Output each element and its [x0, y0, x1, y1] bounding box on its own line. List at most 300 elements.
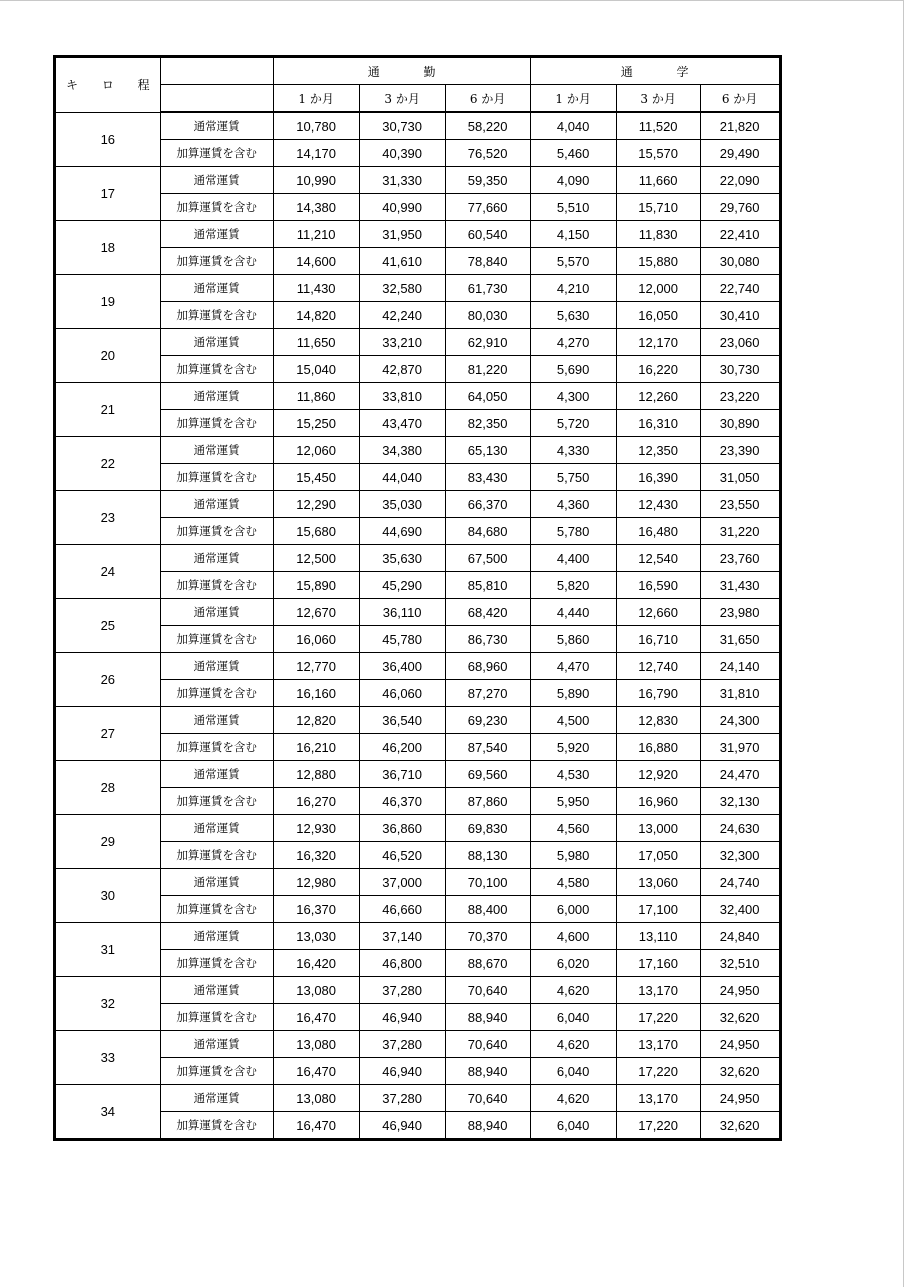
fare-normal-school-3m: 11,660	[616, 167, 700, 194]
fare-normal-school-6m: 24,950	[700, 977, 780, 1004]
table-row	[55, 842, 781, 869]
fare-normal-commute-3m: 36,400	[359, 653, 445, 680]
table-row	[55, 1004, 781, 1031]
fare-surcharge-commute-6m: 87,540	[445, 734, 530, 761]
fare-surcharge-commute-6m: 81,220	[445, 356, 530, 383]
fare-normal-school-3m: 13,060	[616, 869, 700, 896]
fare-surcharge-commute-6m: 87,860	[445, 788, 530, 815]
row-type-surcharge: 加算運賃を含む	[160, 626, 273, 653]
fare-surcharge-school-6m: 30,730	[700, 356, 780, 383]
fare-surcharge-commute-3m: 45,290	[359, 572, 445, 599]
commute-header: 通 勤	[273, 57, 530, 85]
row-type-surcharge: 加算運賃を含む	[160, 1004, 273, 1031]
fare-normal-school-6m: 23,760	[700, 545, 780, 572]
fare-surcharge-commute-6m: 88,400	[445, 896, 530, 923]
fare-normal-school-3m: 11,520	[616, 112, 700, 140]
fare-surcharge-school-6m: 32,620	[700, 1112, 780, 1140]
fare-surcharge-school-6m: 32,400	[700, 896, 780, 923]
fare-surcharge-commute-6m: 86,730	[445, 626, 530, 653]
fare-surcharge-school-3m: 17,100	[616, 896, 700, 923]
fare-surcharge-commute-6m: 88,670	[445, 950, 530, 977]
fare-surcharge-school-6m: 29,760	[700, 194, 780, 221]
fare-normal-commute-3m: 37,280	[359, 1085, 445, 1112]
table-row	[55, 680, 781, 707]
fare-surcharge-commute-3m: 46,660	[359, 896, 445, 923]
row-type-surcharge: 加算運賃を含む	[160, 194, 273, 221]
fare-surcharge-commute-6m: 88,940	[445, 1004, 530, 1031]
row-type-surcharge: 加算運賃を含む	[160, 410, 273, 437]
school-header: 通 学	[530, 57, 780, 85]
row-type-surcharge: 加算運賃を含む	[160, 1058, 273, 1085]
km-value: 18	[55, 221, 161, 275]
fare-surcharge-commute-3m: 46,940	[359, 1058, 445, 1085]
fare-normal-commute-6m: 61,730	[445, 275, 530, 302]
km-value: 31	[55, 923, 161, 977]
fare-surcharge-school-3m: 16,590	[616, 572, 700, 599]
row-type-surcharge: 加算運賃を含む	[160, 680, 273, 707]
fare-normal-commute-3m: 37,280	[359, 977, 445, 1004]
fare-normal-commute-3m: 36,110	[359, 599, 445, 626]
fare-surcharge-commute-3m: 43,470	[359, 410, 445, 437]
header-row-periods	[55, 85, 781, 113]
table-row	[55, 707, 781, 734]
km-value: 33	[55, 1031, 161, 1085]
table-row	[55, 1112, 781, 1140]
fare-normal-school-6m: 22,740	[700, 275, 780, 302]
fare-surcharge-commute-1m: 16,470	[273, 1058, 359, 1085]
fare-normal-school-3m: 12,830	[616, 707, 700, 734]
fare-surcharge-commute-1m: 16,470	[273, 1004, 359, 1031]
fare-normal-commute-6m: 67,500	[445, 545, 530, 572]
table-row	[55, 167, 781, 194]
fare-surcharge-commute-1m: 16,370	[273, 896, 359, 923]
fare-surcharge-commute-6m: 78,840	[445, 248, 530, 275]
fare-surcharge-school-1m: 6,040	[530, 1112, 616, 1140]
fare-normal-school-1m: 4,300	[530, 383, 616, 410]
km-value: 25	[55, 599, 161, 653]
fare-surcharge-school-1m: 5,820	[530, 572, 616, 599]
table-row	[55, 869, 781, 896]
fare-surcharge-commute-3m: 44,040	[359, 464, 445, 491]
fare-surcharge-commute-6m: 76,520	[445, 140, 530, 167]
fare-surcharge-commute-3m: 46,200	[359, 734, 445, 761]
fare-surcharge-school-3m: 16,790	[616, 680, 700, 707]
km-header: キ ロ 程	[55, 57, 161, 113]
row-type-surcharge: 加算運賃を含む	[160, 356, 273, 383]
fare-surcharge-commute-1m: 15,040	[273, 356, 359, 383]
fare-surcharge-school-6m: 31,050	[700, 464, 780, 491]
fare-surcharge-commute-1m: 15,680	[273, 518, 359, 545]
fare-normal-school-3m: 12,660	[616, 599, 700, 626]
table-row	[55, 112, 781, 140]
period-commute-6m: 6 か月	[445, 85, 530, 113]
table-row	[55, 275, 781, 302]
fare-normal-commute-6m: 70,370	[445, 923, 530, 950]
fare-normal-school-3m: 13,110	[616, 923, 700, 950]
row-type-surcharge: 加算運賃を含む	[160, 788, 273, 815]
fare-surcharge-commute-1m: 16,210	[273, 734, 359, 761]
table-row	[55, 923, 781, 950]
fare-normal-school-6m: 21,820	[700, 112, 780, 140]
row-type-surcharge: 加算運賃を含む	[160, 464, 273, 491]
row-type-normal: 通常運賃	[160, 1085, 273, 1112]
fare-normal-commute-1m: 13,030	[273, 923, 359, 950]
row-type-normal: 通常運賃	[160, 329, 273, 356]
km-value: 34	[55, 1085, 161, 1140]
fare-surcharge-school-6m: 31,970	[700, 734, 780, 761]
fare-normal-school-1m: 4,620	[530, 977, 616, 1004]
table-row	[55, 410, 781, 437]
fare-surcharge-commute-6m: 87,270	[445, 680, 530, 707]
fare-surcharge-school-6m: 32,510	[700, 950, 780, 977]
fare-normal-school-3m: 12,170	[616, 329, 700, 356]
fare-surcharge-school-3m: 15,880	[616, 248, 700, 275]
fare-normal-school-3m: 12,000	[616, 275, 700, 302]
km-value: 19	[55, 275, 161, 329]
fare-surcharge-school-6m: 32,300	[700, 842, 780, 869]
fare-normal-school-3m: 12,260	[616, 383, 700, 410]
type-header-blank-bottom	[160, 85, 273, 113]
fare-normal-commute-1m: 13,080	[273, 977, 359, 1004]
fare-surcharge-commute-1m: 15,890	[273, 572, 359, 599]
fare-normal-commute-3m: 36,860	[359, 815, 445, 842]
km-value: 21	[55, 383, 161, 437]
fare-normal-school-6m: 24,300	[700, 707, 780, 734]
fare-normal-commute-1m: 12,290	[273, 491, 359, 518]
fare-normal-commute-1m: 11,210	[273, 221, 359, 248]
fare-surcharge-commute-1m: 16,420	[273, 950, 359, 977]
fare-surcharge-school-1m: 5,690	[530, 356, 616, 383]
row-type-normal: 通常運賃	[160, 707, 273, 734]
km-value: 32	[55, 977, 161, 1031]
table-row	[55, 1058, 781, 1085]
fare-surcharge-commute-3m: 42,870	[359, 356, 445, 383]
fare-surcharge-commute-1m: 16,060	[273, 626, 359, 653]
table-row	[55, 140, 781, 167]
fare-normal-commute-1m: 12,930	[273, 815, 359, 842]
fare-surcharge-commute-1m: 14,380	[273, 194, 359, 221]
fare-normal-commute-3m: 31,330	[359, 167, 445, 194]
fare-surcharge-school-1m: 5,720	[530, 410, 616, 437]
fare-normal-school-3m: 13,170	[616, 1085, 700, 1112]
fare-normal-school-6m: 24,950	[700, 1031, 780, 1058]
fare-surcharge-school-6m: 29,490	[700, 140, 780, 167]
fare-surcharge-school-3m: 15,570	[616, 140, 700, 167]
fare-normal-commute-3m: 32,580	[359, 275, 445, 302]
fare-surcharge-commute-1m: 15,450	[273, 464, 359, 491]
fare-surcharge-commute-3m: 46,800	[359, 950, 445, 977]
fare-surcharge-school-1m: 5,510	[530, 194, 616, 221]
table-row	[55, 977, 781, 1004]
table-row	[55, 788, 781, 815]
km-value: 24	[55, 545, 161, 599]
fare-normal-commute-3m: 37,140	[359, 923, 445, 950]
fare-surcharge-commute-3m: 45,780	[359, 626, 445, 653]
fare-surcharge-school-3m: 16,710	[616, 626, 700, 653]
fare-surcharge-school-3m: 17,160	[616, 950, 700, 977]
fare-surcharge-commute-6m: 88,130	[445, 842, 530, 869]
km-value: 20	[55, 329, 161, 383]
table-row	[55, 599, 781, 626]
fare-normal-school-6m: 24,950	[700, 1085, 780, 1112]
row-type-normal: 通常運賃	[160, 383, 273, 410]
fare-surcharge-commute-1m: 16,160	[273, 680, 359, 707]
row-type-surcharge: 加算運賃を含む	[160, 248, 273, 275]
fare-normal-commute-6m: 69,830	[445, 815, 530, 842]
fare-normal-commute-6m: 62,910	[445, 329, 530, 356]
row-type-normal: 通常運賃	[160, 545, 273, 572]
fare-normal-school-6m: 22,410	[700, 221, 780, 248]
fare-normal-school-3m: 12,350	[616, 437, 700, 464]
fare-surcharge-school-3m: 17,220	[616, 1112, 700, 1140]
fare-normal-commute-1m: 13,080	[273, 1031, 359, 1058]
fare-surcharge-school-6m: 31,430	[700, 572, 780, 599]
fare-normal-school-1m: 4,530	[530, 761, 616, 788]
period-school-6m: 6 か月	[700, 85, 780, 113]
fare-surcharge-school-6m: 32,620	[700, 1004, 780, 1031]
fare-normal-school-6m: 22,090	[700, 167, 780, 194]
fare-normal-commute-6m: 64,050	[445, 383, 530, 410]
fare-normal-school-1m: 4,150	[530, 221, 616, 248]
fare-normal-school-3m: 12,540	[616, 545, 700, 572]
fare-normal-school-6m: 23,550	[700, 491, 780, 518]
fare-surcharge-commute-6m: 84,680	[445, 518, 530, 545]
fare-surcharge-commute-1m: 15,250	[273, 410, 359, 437]
fare-normal-commute-6m: 66,370	[445, 491, 530, 518]
table-row	[55, 356, 781, 383]
fare-surcharge-commute-1m: 14,170	[273, 140, 359, 167]
table-row	[55, 1031, 781, 1058]
fare-surcharge-commute-6m: 80,030	[445, 302, 530, 329]
fare-normal-commute-6m: 70,640	[445, 977, 530, 1004]
fare-normal-school-1m: 4,400	[530, 545, 616, 572]
fare-surcharge-school-6m: 31,220	[700, 518, 780, 545]
fare-surcharge-commute-1m: 14,820	[273, 302, 359, 329]
fare-surcharge-commute-3m: 46,060	[359, 680, 445, 707]
row-type-surcharge: 加算運賃を含む	[160, 950, 273, 977]
fare-surcharge-commute-6m: 88,940	[445, 1058, 530, 1085]
fare-surcharge-commute-1m: 16,470	[273, 1112, 359, 1140]
fare-normal-school-6m: 23,220	[700, 383, 780, 410]
row-type-normal: 通常運賃	[160, 112, 273, 140]
table-row	[55, 1085, 781, 1112]
fare-surcharge-commute-3m: 40,390	[359, 140, 445, 167]
fare-surcharge-commute-1m: 16,270	[273, 788, 359, 815]
row-type-normal: 通常運賃	[160, 221, 273, 248]
row-type-surcharge: 加算運賃を含む	[160, 734, 273, 761]
period-school-1m: 1 か月	[530, 85, 616, 113]
fare-normal-commute-6m: 68,960	[445, 653, 530, 680]
row-type-surcharge: 加算運賃を含む	[160, 1112, 273, 1140]
fare-normal-school-3m: 12,920	[616, 761, 700, 788]
fare-surcharge-school-1m: 5,980	[530, 842, 616, 869]
fare-normal-school-1m: 4,600	[530, 923, 616, 950]
table-row	[55, 248, 781, 275]
fare-normal-school-6m: 24,140	[700, 653, 780, 680]
fare-normal-school-6m: 24,740	[700, 869, 780, 896]
fare-surcharge-commute-6m: 85,810	[445, 572, 530, 599]
fare-normal-school-1m: 4,470	[530, 653, 616, 680]
row-type-normal: 通常運賃	[160, 167, 273, 194]
fare-normal-commute-1m: 12,980	[273, 869, 359, 896]
table-row	[55, 194, 781, 221]
fare-normal-commute-6m: 59,350	[445, 167, 530, 194]
fare-normal-school-1m: 4,500	[530, 707, 616, 734]
fare-surcharge-school-3m: 17,220	[616, 1004, 700, 1031]
fare-normal-school-1m: 4,620	[530, 1031, 616, 1058]
fare-surcharge-school-1m: 5,630	[530, 302, 616, 329]
fare-surcharge-school-6m: 31,650	[700, 626, 780, 653]
fare-surcharge-school-6m: 30,410	[700, 302, 780, 329]
fare-normal-commute-1m: 12,820	[273, 707, 359, 734]
page-right-edge	[903, 0, 904, 1287]
fare-normal-commute-1m: 12,880	[273, 761, 359, 788]
km-value: 23	[55, 491, 161, 545]
row-type-normal: 通常運賃	[160, 761, 273, 788]
km-value: 30	[55, 869, 161, 923]
km-value: 28	[55, 761, 161, 815]
fare-surcharge-school-1m: 6,020	[530, 950, 616, 977]
fare-surcharge-school-1m: 6,040	[530, 1004, 616, 1031]
fare-normal-school-1m: 4,580	[530, 869, 616, 896]
row-type-normal: 通常運賃	[160, 977, 273, 1004]
row-type-normal: 通常運賃	[160, 653, 273, 680]
fare-surcharge-commute-6m: 88,940	[445, 1112, 530, 1140]
fare-normal-school-1m: 4,360	[530, 491, 616, 518]
table-row	[55, 896, 781, 923]
fare-surcharge-school-1m: 5,750	[530, 464, 616, 491]
fare-normal-commute-1m: 10,990	[273, 167, 359, 194]
fare-surcharge-school-1m: 5,460	[530, 140, 616, 167]
row-type-normal: 通常運賃	[160, 599, 273, 626]
fare-surcharge-school-3m: 17,050	[616, 842, 700, 869]
fare-normal-school-6m: 23,390	[700, 437, 780, 464]
fare-surcharge-school-6m: 30,080	[700, 248, 780, 275]
km-value: 22	[55, 437, 161, 491]
fare-surcharge-commute-3m: 42,240	[359, 302, 445, 329]
km-value: 29	[55, 815, 161, 869]
km-value: 26	[55, 653, 161, 707]
km-value: 27	[55, 707, 161, 761]
fare-normal-school-3m: 13,170	[616, 977, 700, 1004]
fare-normal-commute-3m: 36,540	[359, 707, 445, 734]
fare-normal-commute-1m: 12,500	[273, 545, 359, 572]
km-value: 17	[55, 167, 161, 221]
row-type-normal: 通常運賃	[160, 869, 273, 896]
table-row	[55, 491, 781, 518]
fare-normal-commute-6m: 60,540	[445, 221, 530, 248]
fare-normal-commute-6m: 65,130	[445, 437, 530, 464]
fare-normal-commute-3m: 37,000	[359, 869, 445, 896]
fare-normal-commute-3m: 30,730	[359, 112, 445, 140]
fare-normal-commute-6m: 69,230	[445, 707, 530, 734]
fare-normal-commute-6m: 70,640	[445, 1031, 530, 1058]
fare-normal-school-1m: 4,560	[530, 815, 616, 842]
page-top-edge	[0, 0, 904, 1]
header-row-top	[55, 57, 781, 85]
row-type-normal: 通常運賃	[160, 275, 273, 302]
fare-surcharge-commute-6m: 83,430	[445, 464, 530, 491]
fare-surcharge-school-1m: 5,780	[530, 518, 616, 545]
table-row	[55, 329, 781, 356]
fare-normal-commute-1m: 11,650	[273, 329, 359, 356]
row-type-normal: 通常運賃	[160, 491, 273, 518]
fare-normal-commute-6m: 70,100	[445, 869, 530, 896]
fare-normal-school-6m: 24,840	[700, 923, 780, 950]
fare-normal-commute-3m: 35,630	[359, 545, 445, 572]
row-type-normal: 通常運賃	[160, 1031, 273, 1058]
row-type-surcharge: 加算運賃を含む	[160, 896, 273, 923]
fare-normal-commute-1m: 11,860	[273, 383, 359, 410]
fare-surcharge-commute-6m: 82,350	[445, 410, 530, 437]
fare-surcharge-commute-3m: 46,940	[359, 1004, 445, 1031]
fare-table	[53, 55, 782, 1141]
row-type-surcharge: 加算運賃を含む	[160, 140, 273, 167]
fare-normal-commute-1m: 12,670	[273, 599, 359, 626]
row-type-normal: 通常運賃	[160, 923, 273, 950]
fare-surcharge-school-3m: 16,310	[616, 410, 700, 437]
fare-normal-commute-1m: 13,080	[273, 1085, 359, 1112]
fare-surcharge-school-3m: 16,480	[616, 518, 700, 545]
table-row	[55, 464, 781, 491]
row-type-normal: 通常運賃	[160, 815, 273, 842]
fare-normal-commute-1m: 11,430	[273, 275, 359, 302]
table-row	[55, 626, 781, 653]
fare-surcharge-school-1m: 5,570	[530, 248, 616, 275]
table-row	[55, 545, 781, 572]
row-type-surcharge: 加算運賃を含む	[160, 302, 273, 329]
table-row	[55, 653, 781, 680]
table-row	[55, 572, 781, 599]
fare-normal-school-1m: 4,210	[530, 275, 616, 302]
fare-surcharge-school-6m: 31,810	[700, 680, 780, 707]
fare-normal-commute-6m: 58,220	[445, 112, 530, 140]
fare-surcharge-school-1m: 6,040	[530, 1058, 616, 1085]
fare-surcharge-commute-3m: 40,990	[359, 194, 445, 221]
period-commute-1m: 1 か月	[273, 85, 359, 113]
table-row	[55, 302, 781, 329]
period-school-3m: 3 か月	[616, 85, 700, 113]
fare-normal-commute-1m: 10,780	[273, 112, 359, 140]
fare-normal-school-3m: 13,170	[616, 1031, 700, 1058]
fare-normal-school-1m: 4,040	[530, 112, 616, 140]
fare-surcharge-school-1m: 5,890	[530, 680, 616, 707]
fare-surcharge-commute-6m: 77,660	[445, 194, 530, 221]
fare-normal-school-3m: 13,000	[616, 815, 700, 842]
fare-normal-commute-6m: 70,640	[445, 1085, 530, 1112]
fare-normal-commute-3m: 35,030	[359, 491, 445, 518]
fare-normal-school-6m: 23,980	[700, 599, 780, 626]
fare-surcharge-school-3m: 16,050	[616, 302, 700, 329]
table-row	[55, 815, 781, 842]
fare-normal-school-6m: 24,470	[700, 761, 780, 788]
fare-table-body	[55, 57, 781, 1140]
fare-surcharge-commute-3m: 44,690	[359, 518, 445, 545]
fare-surcharge-commute-1m: 16,320	[273, 842, 359, 869]
table-row	[55, 437, 781, 464]
period-commute-3m: 3 か月	[359, 85, 445, 113]
fare-normal-commute-6m: 68,420	[445, 599, 530, 626]
fare-surcharge-commute-3m: 46,370	[359, 788, 445, 815]
fare-normal-commute-3m: 33,810	[359, 383, 445, 410]
fare-surcharge-commute-3m: 46,940	[359, 1112, 445, 1140]
fare-normal-school-1m: 4,440	[530, 599, 616, 626]
fare-surcharge-school-3m: 16,220	[616, 356, 700, 383]
fare-normal-commute-3m: 37,280	[359, 1031, 445, 1058]
fare-normal-commute-3m: 31,950	[359, 221, 445, 248]
table-row	[55, 221, 781, 248]
fare-surcharge-school-6m: 32,620	[700, 1058, 780, 1085]
